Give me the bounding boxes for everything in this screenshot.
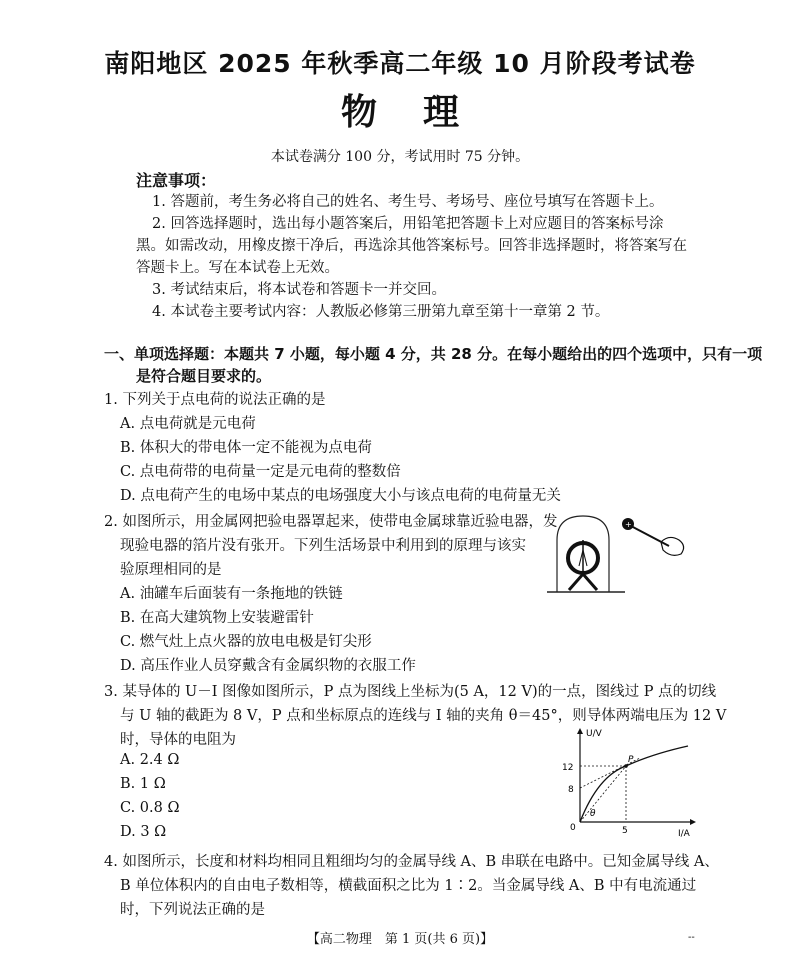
q4-stem-line-1: 4. 如图所示，长度和材料均相同且粗细均匀的金属导线 A、B 串联在电路中。已知金属导线 A、	[104, 854, 719, 870]
q4-stem-line-3: 时，下列说法正确的是	[120, 902, 265, 918]
hand-icon	[661, 537, 684, 555]
point-p-label: P	[628, 755, 634, 765]
q4-stem-line-2: B 单位体积内的自由电子数相等，横截面积之比为 1∶2。当金属导线 A、B 中有电流通过	[120, 878, 697, 894]
x-tick-5: 5	[622, 826, 628, 836]
u-i-graph	[560, 726, 700, 838]
notice-line-3: 黑。如需改动，用橡皮擦干净后，再选涂其他答案标号。回答非选择题时，将答案写在	[136, 238, 687, 254]
notice-line-5: 3. 考试结束后，将本试卷和答题卡一并交回。	[152, 282, 446, 298]
u-axis-label: U/V	[586, 729, 602, 739]
q3-option-d: D. 3 Ω	[120, 824, 167, 840]
ball-charge-label: +	[625, 520, 632, 529]
notice-line-1: 1. 答题前，考生务必将自己的姓名、考生号、考场号、座位号填写在答题卡上。	[152, 194, 664, 210]
u-axis-arrow-icon	[577, 728, 583, 734]
u-i-curve	[580, 746, 688, 822]
notice-line-6: 4. 本试卷主要考试内容：人教版必修第三册第九章至第十一章第 2 节。	[152, 304, 610, 320]
y-tick-12: 12	[562, 763, 574, 773]
origin-label: 0	[570, 823, 576, 833]
subject-title: 物理	[340, 92, 505, 133]
q3-stem-line-2: 与 U 轴的截距为 8 V，P 点和坐标原点的连线与 I 轴的夹角 θ＝45°，则导体两端电压为 12 V	[120, 708, 727, 724]
exam-title: 南阳地区 2025 年秋季高二年级 10 月阶段考试卷	[104, 49, 696, 78]
i-axis-arrow-icon	[690, 819, 696, 825]
page-footer: 【高二物理 第 1 页(共 6 页)】	[306, 932, 494, 947]
q3-option-b: B. 1 Ω	[120, 776, 166, 792]
insulating-rod	[631, 526, 669, 546]
q2-stem-line-3: 验原理相同的是	[120, 562, 222, 578]
q2-option-c: C. 燃气灶上点火器的放电电极是钉尖形	[120, 634, 372, 650]
q1-option-a: A. 点电荷就是元电荷	[120, 416, 256, 432]
q1-option-d: D. 点电荷产生的电场中某点的电场强度大小与该点电荷的电荷量无关	[120, 488, 561, 504]
q1-option-c: C. 点电荷带的电荷量一定是元电荷的整数倍	[120, 464, 401, 480]
electroscope-figure	[545, 510, 690, 600]
q3-option-a: A. 2.4 Ω	[120, 752, 180, 768]
angle-theta-label: θ	[590, 809, 596, 819]
y-tick-8: 8	[568, 785, 574, 795]
q1-option-b: B. 体积大的带电体一定不能视为点电荷	[120, 440, 372, 456]
electroscope-stand	[569, 574, 597, 590]
q3-stem-line-3: 时，导体的电阻为	[120, 732, 236, 748]
q2-option-a: A. 油罐车后面装有一条拖地的铁链	[120, 586, 343, 602]
q2-stem-line-2: 现验电器的箔片没有张开。下列生活场景中利用到的原理与该实	[120, 538, 526, 554]
q2-stem-line-1: 2. 如图所示，用金属网把验电器罩起来，使带电金属球靠近验电器，发	[104, 514, 558, 530]
q2-option-b: B. 在高大建筑物上安装避雷针	[120, 610, 314, 626]
origin-p-line	[580, 766, 626, 822]
i-axis-label: I/A	[678, 829, 690, 838]
notice-line-2: 2. 回答选择题时，选出每小题答案后，用铅笔把答题卡上对应题目的答案标号涂	[152, 216, 664, 232]
q1-stem: 1. 下列关于点电荷的说法正确的是	[104, 392, 326, 408]
exam-meta: 本试卷满分 100 分，考试用时 75 分钟。	[270, 149, 530, 165]
notice-line-4: 答题卡上。写在本试卷上无效。	[136, 260, 339, 276]
q3-stem-line-1: 3. 某导体的 U－I 图像如图所示，P 点为图线上坐标为(5 A，12 V)的一点，图线过 P 点的切线	[104, 684, 717, 700]
section-heading-line-2: 是符合题目要求的。	[136, 367, 272, 385]
footer-mark: --	[688, 932, 695, 943]
section-heading-line-1: 一、单项选择题：本题共 7 小题，每小题 4 分，共 28 分。在每小题给出的四个选项中，只有一项	[104, 345, 763, 363]
q3-option-c: C. 0.8 Ω	[120, 800, 180, 816]
notice-title: 注意事项：	[136, 171, 217, 190]
q2-option-d: D. 高压作业人员穿戴含有金属织物的衣服工作	[120, 658, 416, 674]
